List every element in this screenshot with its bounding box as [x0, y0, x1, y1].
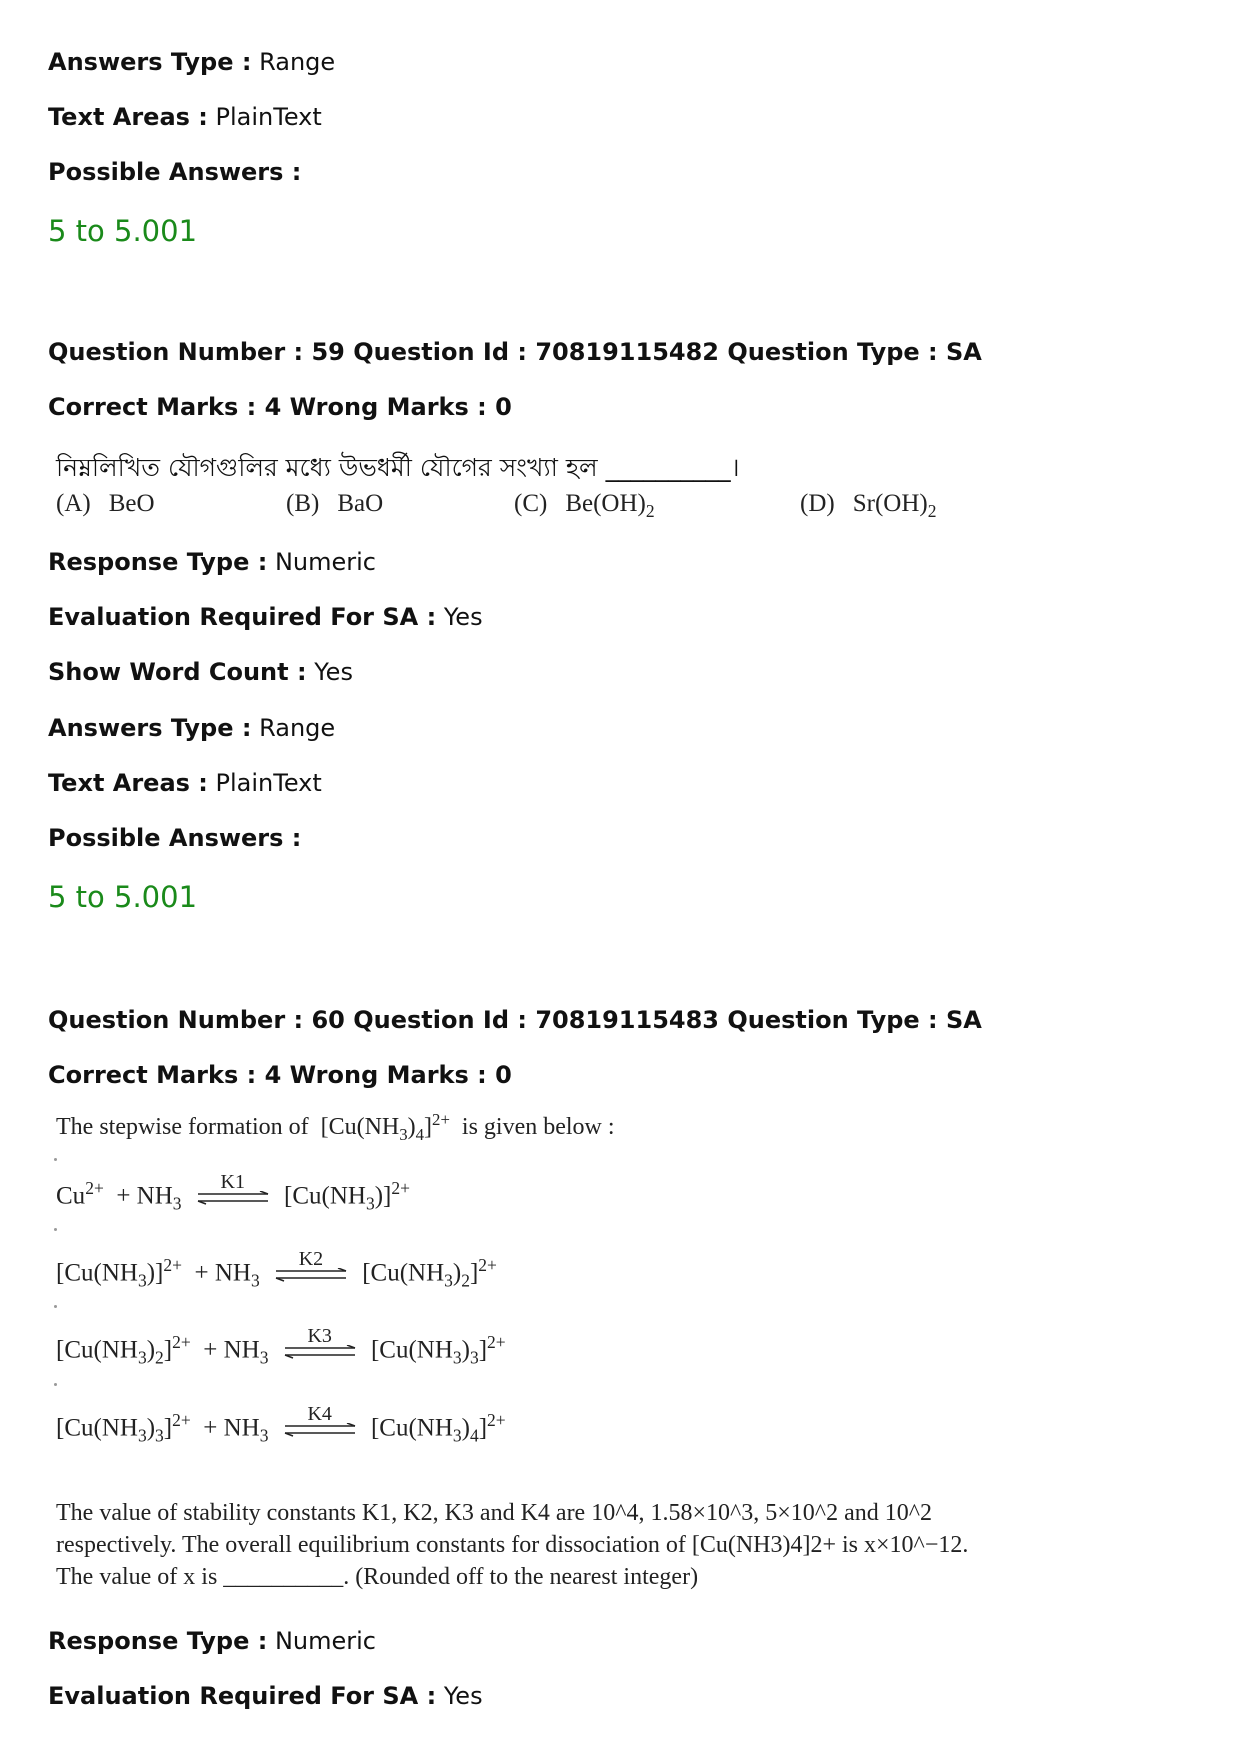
equilibrium-arrow-icon	[274, 1247, 348, 1288]
response-type-row: Response Type : Numeric	[48, 548, 376, 576]
option-b: (B) BaO	[286, 490, 384, 517]
k4-label: K4	[307, 1402, 332, 1425]
evaluation-row: Evaluation Required For SA : Yes	[48, 1682, 483, 1710]
question-paragraph	[56, 1497, 969, 1593]
option-a: (A) BeO	[56, 490, 155, 517]
equilibrium-arrow-icon	[283, 1402, 357, 1443]
equilibrium-arrow-icon	[196, 1170, 270, 1211]
bullet-dot	[54, 1158, 57, 1161]
evaluation-row: Evaluation Required For SA : Yes	[48, 603, 483, 631]
option-d: (D) $Sr(OH)_2$	[800, 490, 937, 521]
text-areas-row: Text Areas : PlainText	[48, 769, 322, 797]
response-type-row: Response Type : Numeric	[48, 1627, 376, 1655]
possible-answers-row: Possible Answers :	[48, 824, 302, 852]
answers-type-row: Answers Type : Range	[48, 714, 336, 742]
question-header: Question Number : 60 Question Id : 70819115483 Question Type : SA	[48, 1006, 982, 1034]
question-text: নিম্নলিখিত যৌগগুলির মধ্যে উভধর্মী যৌগের সংখ্যা হল __________।	[56, 453, 740, 482]
paragraph-line-1: The value of stability constants K1, K2, K3 and K4 are 10^4, 1.58×10^3, 5×10^2 and 10^2	[56, 1500, 932, 1526]
equation-4: $[Cu(NH_3)_3]^{2+} + NH_3$ K4 $[Cu(NH_3)_4]^{2+}$	[56, 1402, 506, 1446]
marks-row: Correct Marks : 4 Wrong Marks : 0	[48, 393, 512, 421]
answers-type-row: Answers Type : Range	[48, 48, 336, 76]
question-intro: The stepwise formation of $[Cu(NH_3)_4]^{2+}$ is given below :	[56, 1110, 615, 1144]
bullet-dot	[54, 1228, 57, 1231]
possible-answer-value: 5 to 5.001	[48, 880, 198, 914]
equilibrium-arrow-icon	[283, 1324, 357, 1365]
equation-3: $[Cu(NH_3)_2]^{2+} + NH_3$ K3 $[Cu(NH_3)_3]^{2+}$	[56, 1324, 506, 1368]
k2-label: K2	[298, 1247, 324, 1270]
option-c: (C) $Be(OH)_2$	[514, 490, 655, 521]
question-header: Question Number : 59 Question Id : 70819115482 Question Type : SA	[48, 338, 982, 366]
marks-row: Correct Marks : 4 Wrong Marks : 0	[48, 1061, 512, 1089]
bullet-dot	[54, 1383, 57, 1386]
word-count-row: Show Word Count : Yes	[48, 658, 353, 686]
text-areas-row: Text Areas : PlainText	[48, 103, 322, 131]
equation-2: $[Cu(NH_3)]^{2+} + NH_3$ K2 $[Cu(NH_3)_2]^{2+}$	[56, 1247, 497, 1291]
k1-label: K1	[220, 1170, 245, 1193]
possible-answer-value: 5 to 5.001	[48, 214, 198, 248]
bullet-dot	[54, 1305, 57, 1308]
paragraph-line-3: The value of x is __________. (Rounded off to the nearest integer)	[56, 1564, 699, 1590]
equation-1: $Cu^{2+} + NH_3$ K1 $[Cu(NH_3)]^{2+}$	[56, 1170, 410, 1214]
paragraph-line-2: respectively. The overall equilibrium constants for dissociation of [Cu(NH3)4]2+ is x×10^−12.	[56, 1532, 969, 1558]
possible-answers-row: Possible Answers :	[48, 158, 302, 186]
k3-label: K3	[307, 1324, 332, 1347]
